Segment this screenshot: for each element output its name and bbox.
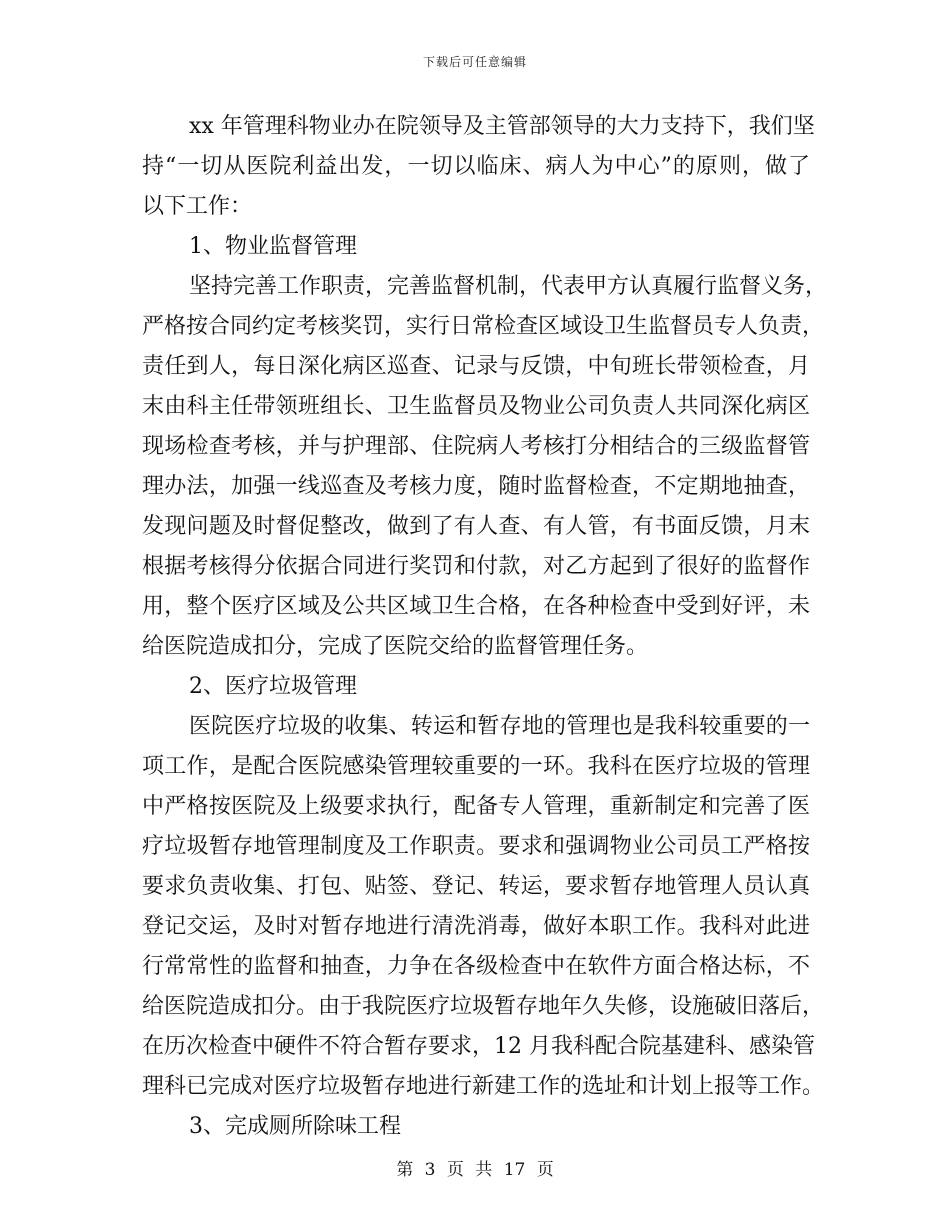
paragraph-line: 现场检查考核，并与护理部、住院病人考核打分相结合的三级监督管 bbox=[142, 434, 810, 459]
paragraph-line: 责任到人，每日深化病区巡查、记录与反馈，中旬班长带领检查，月 bbox=[142, 354, 810, 379]
paragraph-line: 持“一切从医院利益出发，一切以临床、病人为中心”的原则，做了 bbox=[142, 154, 810, 179]
paragraph-line: 末由科主任带领班组长、卫生监督员及物业公司负责人共同深化病区 bbox=[142, 394, 810, 419]
paragraph-line: 用，整个医疗区域及公共区域卫生合格，在各种检查中受到好评，未 bbox=[142, 594, 810, 619]
paragraph-line: 根据考核得分依据合同进行奖罚和付款，对乙方起到了很好的监督作 bbox=[142, 554, 810, 579]
paragraph-line: 坚持完善工作职责，完善监督机制，代表甲方认真履行监督义务， bbox=[189, 274, 828, 299]
paragraph-line: 给医院造成扣分，完成了医院交给的监督管理任务。 bbox=[142, 634, 649, 659]
paragraph-line: 严格按合同约定考核奖罚，实行日常检查区域设卫生监督员专人负责， bbox=[142, 314, 825, 339]
paragraph-line: 登记交运，及时对暂存地进行清洗消毒，做好本职工作。我科对此进 bbox=[142, 914, 810, 939]
paragraph-line: 行常常性的监督和抽查，力争在各级检查中在软件方面合格达标，不 bbox=[142, 954, 810, 979]
paragraph-line: 发现问题及时督促整改，做到了有人查、有人管，有书面反馈，月末 bbox=[142, 514, 810, 539]
section-heading: 2、医疗垃圾管理 bbox=[189, 674, 357, 699]
paragraph-line: 理办法，加强一线巡查及考核力度，随时监督检查，不定期地抽查， bbox=[142, 474, 810, 499]
paragraph-line: 医院医疗垃圾的收集、转运和暂存地的管理也是我科较重要的一 bbox=[189, 714, 810, 739]
paragraph-line: 理科已完成对医疗垃圾暂存地进行新建工作的选址和计划上报等工作。 bbox=[142, 1074, 825, 1099]
paragraph-line: 项工作，是配合医院感染管理较重要的一环。我科在医疗垃圾的管理 bbox=[142, 754, 810, 779]
section-heading: 3、完成厕所除味工程 bbox=[189, 1114, 401, 1139]
document-body bbox=[142, 107, 828, 1147]
paragraph-line: 给医院造成扣分。由于我院医疗垃圾暂存地年久失修，设施破旧落后， bbox=[142, 994, 825, 1019]
paragraph-line: 在历次检查中硬件不符合暂存要求，12 月我科配合院基建科、感染管 bbox=[142, 1034, 815, 1059]
section-heading: 1、物业监督管理 bbox=[189, 234, 357, 259]
page-header: 下载后可任意编辑 bbox=[422, 55, 527, 69]
paragraph-line: 疗垃圾暂存地管理制度及工作职责。要求和强调物业公司员工严格按 bbox=[142, 834, 810, 859]
paragraph-line: xx 年管理科物业办在院领导及主管部领导的大力支持下，我们坚 bbox=[189, 114, 815, 139]
paragraph-line: 要求负责收集、打包、贴签、登记、转运，要求暂存地管理人员认真 bbox=[142, 874, 810, 899]
paragraph-line: 以下工作： bbox=[142, 194, 253, 219]
paragraph-line: 中严格按医院及上级要求执行，配备专人管理，重新制定和完善了医 bbox=[142, 794, 810, 819]
page-number-footer: 第 3 页 共 17 页 bbox=[396, 1160, 554, 1180]
